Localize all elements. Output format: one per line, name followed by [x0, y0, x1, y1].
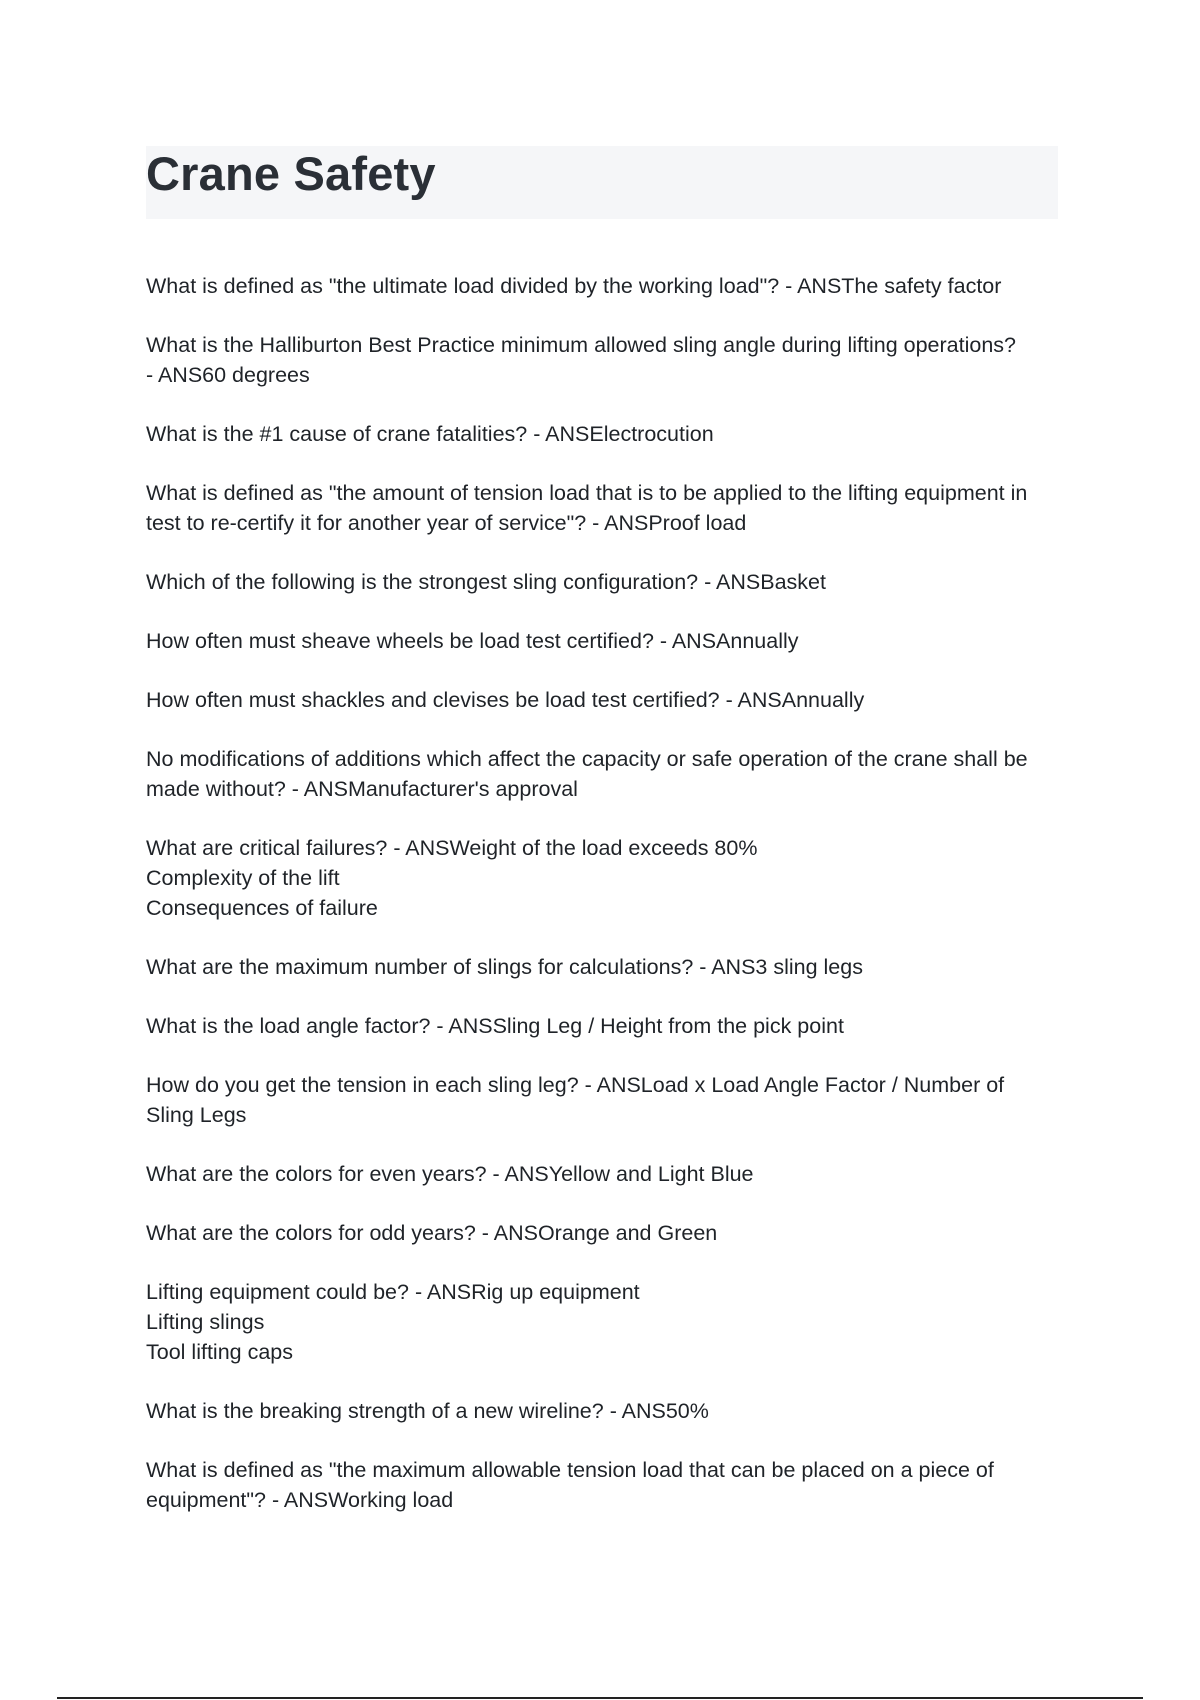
- qa-item: What are the maximum number of slings for calculations? - ANS3 sling legs: [146, 955, 863, 979]
- qa-item: How often must shackles and clevises be load test certified? - ANSAnnually: [146, 688, 865, 712]
- qa-item: What is the Halliburton Best Practice minimum allowed sling angle during lifting operations? - ANS60 degrees: [146, 333, 1016, 387]
- qa-item: What are the colors for even years? - ANSYellow and Light Blue: [146, 1162, 754, 1186]
- qa-item: Which of the following is the strongest sling configuration? - ANSBasket: [146, 570, 826, 594]
- qa-item: What is defined as "the amount of tension load that is to be applied to the lifting equipment in test to re-certify it for another year of service"? - ANSProof load: [146, 481, 1028, 535]
- qa-item: What is the breaking strength of a new wireline? - ANS50%: [146, 1399, 709, 1423]
- qa-item: What are the colors for odd years? - ANSOrange and Green: [146, 1221, 718, 1245]
- qa-list: [146, 271, 1066, 1544]
- qa-item: How often must sheave wheels be load test certified? - ANSAnnually: [146, 629, 799, 653]
- qa-item: What is the #1 cause of crane fatalities? - ANSElectrocution: [146, 422, 714, 446]
- qa-item: What is defined as "the maximum allowable tension load that can be placed on a piece of equipment"? - ANSWorking load: [146, 1458, 994, 1512]
- qa-item: What are critical failures? - ANSWeight of the load exceeds 80% Complexity of the lift Consequences of failure: [146, 836, 758, 920]
- qa-item: No modifications of additions which affect the capacity or safe operation of the crane shall be made without? - ANSManufacturer's approval: [146, 747, 1028, 801]
- qa-item: What is the load angle factor? - ANSSling Leg / Height from the pick point: [146, 1014, 844, 1038]
- title-banner: [146, 146, 1058, 219]
- qa-item: Lifting equipment could be? - ANSRig up equipment Lifting slings Tool lifting caps: [146, 1280, 640, 1364]
- page-title: Crane Safety: [146, 147, 436, 200]
- qa-item: What is defined as "the ultimate load divided by the working load"? - ANSThe safety factor: [146, 274, 1002, 298]
- qa-item: How do you get the tension in each sling leg? - ANSLoad x Load Angle Factor / Number of Sling Legs: [146, 1073, 1005, 1127]
- footer-divider: [57, 1697, 1143, 1699]
